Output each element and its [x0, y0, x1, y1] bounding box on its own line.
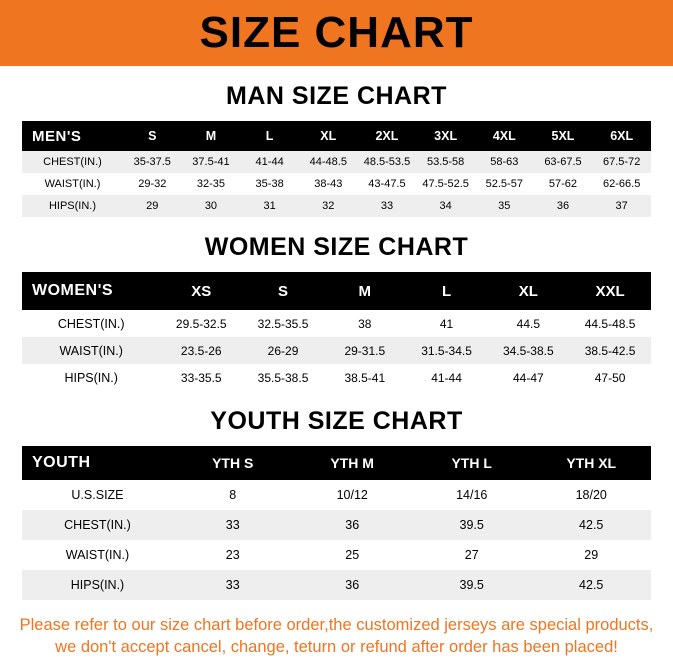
row-label: HIPS(IN.) — [48, 200, 96, 212]
cell: 29 — [146, 200, 159, 212]
col-header: L — [406, 272, 488, 310]
cell: 53.5-58 — [426, 156, 465, 168]
youth-size-table — [22, 446, 651, 600]
youth-section-title: YOUTH SIZE CHART — [210, 407, 463, 435]
cell: 30 — [204, 200, 218, 212]
table-row — [22, 540, 651, 570]
cell: 39.5 — [459, 578, 484, 592]
footer-note-line-1: Please refer to our size chart before order,the customized jerseys are special products, — [19, 616, 654, 634]
cell: 48.5-53.5 — [363, 156, 411, 168]
col-header: 3XL — [416, 121, 475, 151]
cell: 52.5-57 — [485, 178, 523, 190]
cell: 38.5-41 — [344, 370, 386, 385]
table-header-row — [22, 446, 651, 480]
cell: 36 — [345, 518, 360, 532]
col-header: YTH S — [173, 446, 293, 480]
col-header: L — [240, 121, 299, 151]
col-header: YTH XL — [531, 446, 651, 480]
man-section-title: MAN SIZE CHART — [226, 82, 447, 110]
cell: 27 — [464, 548, 479, 562]
cell: 44.5 — [516, 316, 540, 331]
cell: 18/20 — [575, 488, 607, 502]
cell: 33 — [225, 578, 240, 592]
women-section-title: WOMEN SIZE CHART — [204, 233, 469, 261]
cell: 34 — [439, 200, 452, 212]
table-header-row — [22, 121, 651, 151]
table-row — [22, 195, 651, 217]
col-header: 2XL — [358, 121, 417, 151]
cell: 31.5-34.5 — [421, 343, 472, 358]
cell: 31 — [263, 200, 276, 212]
table-row — [22, 364, 651, 391]
cell: 38-43 — [314, 178, 343, 190]
cell: 34.5-38.5 — [502, 343, 554, 358]
row-label: WAIST(IN.) — [59, 343, 123, 358]
cell: 29 — [584, 548, 599, 562]
row-label: U.S.SIZE — [71, 488, 124, 502]
table-row — [22, 480, 651, 510]
cell: 8 — [229, 488, 237, 502]
cell: 39.5 — [459, 518, 484, 532]
col-header: XL — [487, 272, 569, 310]
cell: 43-47.5 — [368, 178, 406, 190]
row-label: HIPS(IN.) — [64, 370, 118, 385]
footer-note — [0, 614, 673, 659]
cell: 10/12 — [336, 488, 368, 502]
table-row — [22, 173, 651, 195]
cell: 36 — [345, 578, 360, 592]
col-header: WOMEN'S — [22, 272, 160, 310]
cell: 44-47 — [512, 370, 544, 385]
table-header-row — [22, 272, 651, 310]
cell: 26-29 — [267, 343, 299, 358]
row-label: WAIST(IN.) — [44, 178, 101, 190]
cell: 47-50 — [594, 370, 626, 385]
cell: 57-62 — [548, 178, 578, 190]
cell: 29-32 — [138, 178, 167, 190]
table-row — [22, 310, 651, 337]
page-title: SIZE CHART — [199, 8, 474, 57]
women-size-table — [22, 272, 651, 391]
table-row — [22, 337, 651, 364]
col-header: XL — [299, 121, 358, 151]
col-header: XS — [160, 272, 242, 310]
col-header: XXL — [569, 272, 651, 310]
women-table-wrap — [0, 272, 673, 391]
table-row — [22, 570, 651, 600]
cell: 33 — [225, 518, 240, 532]
cell: 32.5-35.5 — [257, 316, 309, 331]
cell: 35.5-38.5 — [257, 370, 309, 385]
cell: 35 — [498, 200, 511, 212]
row-label: CHEST(IN.) — [64, 518, 131, 532]
table-row — [22, 151, 651, 173]
col-header: 5XL — [534, 121, 593, 151]
man-size-table — [22, 121, 651, 217]
cell: 62-66.5 — [603, 178, 641, 190]
col-header: MEN'S — [22, 121, 123, 151]
cell: 41-44 — [255, 156, 284, 168]
col-header: S — [123, 121, 182, 151]
cell: 32 — [322, 200, 335, 212]
cell: 42.5 — [579, 518, 604, 532]
footer-note-line-2: we don't accept cancel, change, teturn or refund after order has been placed! — [55, 638, 618, 657]
col-header: M — [324, 272, 406, 310]
cell: 35-37.5 — [133, 156, 171, 168]
cell: 67.5-72 — [603, 156, 641, 168]
col-header: YOUTH — [22, 446, 173, 480]
cell: 38 — [358, 316, 372, 331]
cell: 38.5-42.5 — [584, 343, 636, 358]
row-label: HIPS(IN.) — [70, 578, 125, 592]
row-label: CHEST(IN.) — [57, 316, 125, 331]
col-header: 6XL — [592, 121, 651, 151]
col-header: YTH M — [292, 446, 412, 480]
cell: 25 — [345, 548, 360, 562]
cell: 37.5-41 — [192, 156, 230, 168]
youth-table-wrap — [0, 446, 673, 600]
cell: 41-44 — [431, 370, 462, 385]
man-table-wrap — [0, 121, 673, 217]
cell: 33 — [380, 200, 394, 212]
cell: 14/16 — [456, 488, 488, 502]
cell: 23.5-26 — [180, 343, 222, 358]
cell: 29-31.5 — [344, 343, 386, 358]
cell: 35-38 — [255, 178, 284, 190]
cell: 37 — [615, 200, 628, 212]
col-header: 4XL — [475, 121, 534, 151]
cell: 47.5-52.5 — [422, 178, 469, 190]
col-header: S — [242, 272, 324, 310]
cell: 23 — [225, 548, 240, 562]
cell: 29.5-32.5 — [175, 316, 227, 331]
cell: 32-35 — [196, 178, 226, 190]
row-label: WAIST(IN.) — [65, 548, 130, 562]
col-header: YTH L — [412, 446, 532, 480]
row-label: CHEST(IN.) — [43, 156, 102, 168]
cell: 42.5 — [579, 578, 604, 592]
cell: 41 — [439, 316, 454, 331]
col-header: M — [182, 121, 241, 151]
cell: 44.5-48.5 — [584, 316, 636, 331]
cell: 33-35.5 — [180, 370, 222, 385]
cell: 63-67.5 — [544, 156, 582, 168]
table-row — [22, 510, 651, 540]
cell: 58-63 — [490, 156, 519, 168]
cell: 36 — [556, 200, 570, 212]
cell: 44-48.5 — [309, 156, 347, 168]
header-banner — [0, 0, 673, 66]
